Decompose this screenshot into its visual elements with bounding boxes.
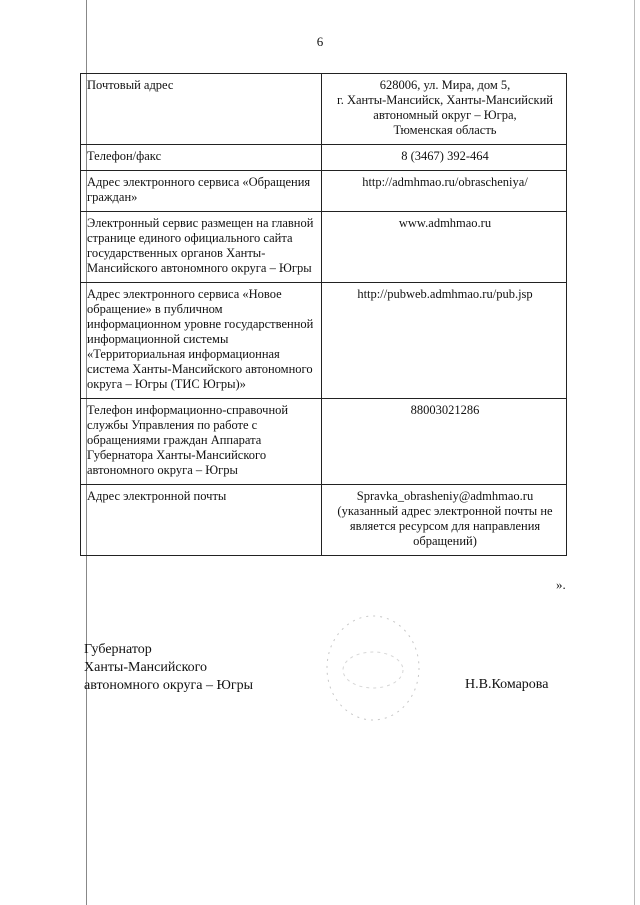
row-value-cell xyxy=(322,399,567,485)
row-value-line: (указанный адрес электронной почты не xyxy=(337,504,553,518)
row-label-line: округа – Югры (ТИС Югры)» xyxy=(87,377,246,391)
row-value-cell xyxy=(322,212,567,283)
row-label-cell xyxy=(81,485,322,556)
faded-stamp xyxy=(318,606,428,726)
row-value-line: является ресурсом для направления xyxy=(349,519,541,533)
row-label-cell xyxy=(81,74,322,145)
table-row xyxy=(81,145,567,171)
table-row xyxy=(81,399,567,485)
row-label-cell xyxy=(81,171,322,212)
scan-edge-line-right xyxy=(634,0,635,905)
row-label-cell xyxy=(81,145,322,171)
row-label-line: информационном уровне государственной xyxy=(87,317,314,331)
row-value-line: г. Ханты-Мансийск, Ханты-Мансийский xyxy=(337,93,553,107)
row-value-cell xyxy=(322,485,567,556)
signature-title-line: Губернатор xyxy=(84,642,152,657)
row-label-line: Адрес электронного сервиса «Обращения xyxy=(87,175,311,189)
row-label-cell xyxy=(81,212,322,283)
row-label-line: автономного округа – Югры xyxy=(87,463,238,477)
row-value-line: Spravka_obrasheniy@admhmao.ru xyxy=(356,489,534,503)
row-label-line: государственных органов Ханты- xyxy=(87,246,266,260)
row-value-cell xyxy=(322,74,567,145)
row-label-line: Телефон/факс xyxy=(87,149,162,163)
row-value-line: http://pubweb.admhmao.ru/pub.jsp xyxy=(357,287,533,301)
row-label-line: Электронный сервис размещен на главной xyxy=(87,216,314,230)
row-value-cell xyxy=(322,145,567,171)
row-value-line: www.admhmao.ru xyxy=(398,216,492,230)
row-value-line: обращений) xyxy=(413,534,477,548)
table-row xyxy=(81,485,567,556)
table-row xyxy=(81,212,567,283)
signature-title-line: автономного округа – Югры xyxy=(84,678,253,693)
row-label-line: Почтовый адрес xyxy=(87,78,174,92)
row-value-line: 628006, ул. Мира, дом 5, xyxy=(379,78,511,92)
row-label-line: странице единого официального сайта xyxy=(87,231,293,245)
signature-name: Н.В.Комарова xyxy=(465,677,549,692)
closing-quote: ». xyxy=(556,577,566,592)
row-label-line: обращениями граждан Аппарата xyxy=(87,433,262,447)
row-value-line: http://admhmao.ru/obrascheniya/ xyxy=(362,175,528,189)
row-label-cell xyxy=(81,399,322,485)
contact-info-table xyxy=(80,73,567,556)
row-label-line: Телефон информационно-справочной xyxy=(87,403,289,417)
signature-title xyxy=(84,641,253,695)
row-value-cell xyxy=(322,283,567,399)
row-label-line: Адрес электронного сервиса «Новое xyxy=(87,287,282,301)
row-value-line: 88003021286 xyxy=(410,403,480,417)
row-value-line: автономный округ – Югра, xyxy=(373,108,517,122)
row-label-line: «Территориальная информационная xyxy=(87,347,280,361)
page-number: 6 xyxy=(316,34,324,49)
contact-info-table-body xyxy=(81,74,567,556)
row-label-cell xyxy=(81,283,322,399)
row-label-line: Адрес электронной почты xyxy=(87,489,227,503)
row-value-line: Тюменская область xyxy=(393,123,497,137)
row-label-line: граждан» xyxy=(87,190,138,204)
row-label-line: Губернатора Ханты-Мансийского xyxy=(87,448,267,462)
signature-title-line: Ханты-Мансийского xyxy=(84,660,208,675)
row-label-line: службы Управления по работе с xyxy=(87,418,258,432)
row-label-line: информационной системы xyxy=(87,332,229,346)
row-label-line: система Ханты-Мансийского автономного xyxy=(87,362,313,376)
table-row xyxy=(81,74,567,145)
row-label-line: обращение» в публичном xyxy=(87,302,223,316)
table-row xyxy=(81,171,567,212)
row-label-line: Мансийского автономного округа – Югры xyxy=(87,261,312,275)
table-row xyxy=(81,283,567,399)
row-value-line: 8 (3467) 392-464 xyxy=(401,149,489,163)
row-value-cell xyxy=(322,171,567,212)
